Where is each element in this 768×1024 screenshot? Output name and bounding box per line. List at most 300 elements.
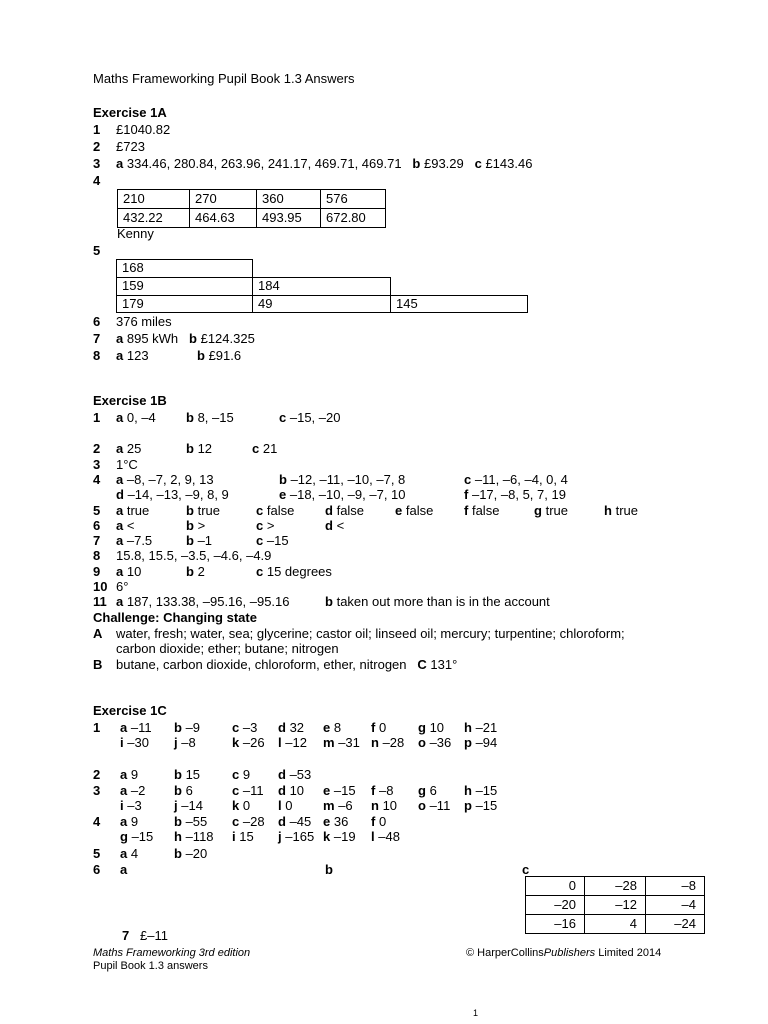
answer-text: 32 — [289, 720, 305, 735]
answer-text: –8 — [378, 783, 394, 798]
question-number: 5 — [93, 503, 101, 518]
footer-copyright — [466, 947, 661, 960]
answer-text: true — [615, 503, 638, 518]
answer-text: true — [545, 503, 568, 518]
table-cell: 576 — [321, 190, 386, 209]
question-number: 3 — [93, 783, 101, 798]
part-label: b — [325, 862, 333, 877]
exercise-1c-heading: Exercise 1C — [93, 703, 167, 718]
answer-text: 21 — [262, 441, 278, 456]
part-label: d — [278, 783, 286, 798]
page-title: Maths Frameworking Pupil Book 1.3 Answers — [93, 71, 355, 86]
answer-text: 376 miles — [116, 314, 172, 329]
answer-text: 9 — [242, 767, 251, 782]
answer-text: 8 — [333, 720, 342, 735]
box-cell: 168 — [116, 259, 253, 278]
question-number: 3 — [93, 156, 101, 171]
table-cell: 270 — [190, 190, 257, 209]
answer-text: –15, –20 — [289, 410, 341, 425]
copyright-text: Limited 2014 — [595, 947, 662, 959]
answer-part — [120, 767, 138, 783]
answer-text: false — [405, 503, 434, 518]
part-label: b — [174, 720, 182, 735]
part-label: a — [116, 564, 124, 579]
answer-text: 8, –15 — [197, 410, 234, 425]
answer-part — [464, 487, 566, 503]
part-label: g — [534, 503, 542, 518]
part-label: c — [232, 767, 240, 782]
part-label: l — [278, 735, 282, 750]
answer-part — [232, 783, 264, 799]
answer-text: 0, –4 — [126, 410, 156, 425]
answer-part — [116, 487, 229, 503]
part-label: g — [418, 720, 426, 735]
answer-text: 6° — [116, 579, 129, 594]
answer-text: false — [266, 503, 295, 518]
question-number: 5 — [93, 846, 101, 861]
answer-table-q4 — [117, 189, 386, 228]
answer-text: –30 — [127, 735, 149, 750]
answer-text: –19 — [333, 829, 356, 844]
answer-text: true — [126, 503, 150, 518]
answer-part — [418, 783, 437, 799]
answer-text: –31 — [338, 735, 360, 750]
answer-part — [116, 564, 141, 580]
footer-book: Pupil Book 1.3 answers — [93, 960, 208, 972]
answer-text: –20 — [185, 846, 208, 861]
part-label: j — [174, 798, 178, 813]
part-label: a — [116, 156, 124, 171]
part-label: a — [116, 594, 124, 609]
part-label: h — [464, 720, 472, 735]
part-label: a — [116, 348, 124, 363]
part-label: b — [325, 594, 333, 609]
table-cell: 360 — [257, 190, 321, 209]
part-label: d — [325, 518, 333, 533]
answer-text: –14, –13, –9, 8, 9 — [127, 487, 229, 502]
copyright-text: © HarperCollins — [466, 947, 544, 959]
part-label: k — [232, 798, 240, 813]
part-label: c — [522, 862, 530, 877]
answer-part — [464, 720, 497, 736]
part-label: e — [279, 487, 287, 502]
answer-text: 10 — [289, 783, 305, 798]
table-row — [526, 896, 705, 915]
part-label: a — [120, 720, 128, 735]
part-label: b — [279, 472, 287, 487]
answer-part — [174, 798, 203, 814]
part-label: a — [116, 331, 124, 346]
answer-text: 36 — [333, 814, 349, 829]
part-label: h — [174, 829, 182, 844]
question-number: 4 — [93, 814, 101, 829]
answer-text: –94 — [475, 735, 498, 750]
table-cell: –28 — [585, 877, 646, 896]
answer-part — [371, 814, 386, 830]
answer-text: –1 — [197, 533, 213, 548]
answer-text: –45 — [289, 814, 312, 829]
answer-text: –11 — [429, 798, 451, 813]
answer-part — [279, 472, 405, 488]
answer-part — [464, 735, 497, 751]
part-label: c — [256, 518, 264, 533]
answer-part — [174, 735, 196, 751]
copyright-italic: Publishers — [543, 947, 596, 959]
challenge-heading: Challenge: Changing state — [93, 610, 257, 625]
answer-text: –15 — [475, 783, 498, 798]
part-label: c — [232, 720, 240, 735]
question-number: 8 — [93, 548, 101, 563]
answer-text: > — [197, 518, 206, 533]
part-label: g — [418, 783, 426, 798]
box-cell: 145 — [390, 295, 528, 313]
answer-line — [116, 331, 255, 347]
question-number: 6 — [93, 518, 101, 533]
table-cell: 464.63 — [190, 209, 257, 228]
answer-text: £723 — [116, 139, 145, 154]
answer-part — [120, 846, 138, 862]
answer-part — [279, 410, 340, 426]
answer-part — [464, 472, 568, 488]
answer-text: –26 — [242, 735, 265, 750]
answer-part — [116, 472, 214, 488]
question-number: 2 — [93, 767, 101, 782]
answer-text: –28 — [382, 735, 405, 750]
answer-text: –53 — [289, 767, 312, 782]
part-label: d — [278, 720, 286, 735]
part-label: c — [256, 503, 264, 518]
answer-text: false — [471, 503, 500, 518]
answer-part — [116, 503, 149, 519]
answer-part — [232, 798, 250, 814]
part-label: b — [412, 156, 421, 171]
answer-text: 9 — [130, 767, 139, 782]
part-label: a — [116, 441, 124, 456]
answer-part — [464, 503, 499, 519]
answer-part — [120, 720, 152, 736]
answer-text: 334.46, 280.84, 263.96, 241.17, 469.71, 469.71 — [126, 156, 402, 171]
part-label: e — [323, 783, 331, 798]
question-number: 5 — [93, 243, 101, 258]
part-label: c — [252, 441, 260, 456]
answer-part — [186, 441, 212, 457]
answer-text: 131° — [430, 657, 458, 672]
part-label: a — [116, 472, 124, 487]
answer-part — [323, 829, 356, 845]
answer-text: 1°C — [116, 457, 138, 472]
answer-text: –36 — [429, 735, 452, 750]
part-label: a — [116, 503, 124, 518]
answer-text: –9 — [185, 720, 201, 735]
part-label: k — [232, 735, 240, 750]
answer-part — [323, 735, 360, 751]
part-label: a — [116, 533, 124, 548]
answer-text: taken out more than is in the account — [336, 594, 550, 609]
part-label: f — [464, 487, 469, 502]
answer-text: 15 — [185, 767, 201, 782]
answer-part — [256, 564, 332, 580]
part-label: c — [279, 410, 287, 425]
table-row — [118, 209, 386, 228]
part-label: b — [186, 533, 194, 548]
table-cell: 4 — [585, 915, 646, 934]
answer-text: 15 degrees — [266, 564, 332, 579]
answer-part — [534, 503, 568, 519]
table-cell: 672.80 — [321, 209, 386, 228]
answer-text: –17, –8, 5, 7, 19 — [471, 487, 566, 502]
part-label: j — [278, 829, 282, 844]
part-label: a — [120, 814, 128, 829]
answer-text: –28 — [242, 814, 265, 829]
part-label: m — [323, 735, 335, 750]
part-label: c — [256, 533, 264, 548]
answer-text: –7.5 — [126, 533, 153, 548]
answer-part — [232, 767, 250, 783]
part-label: g — [120, 829, 128, 844]
part-label: o — [418, 735, 426, 750]
question-number: 10 — [93, 579, 108, 594]
answer-part — [371, 735, 404, 751]
part-label: f — [464, 503, 469, 518]
answer-part — [256, 518, 274, 534]
question-number: 3 — [93, 457, 101, 472]
answer-part — [323, 798, 353, 814]
answer-part — [371, 783, 393, 799]
table-row — [526, 915, 705, 934]
table-cell: 0 — [526, 877, 585, 896]
answer-text: 187, 133.38, –95.16, –95.16 — [126, 594, 290, 609]
question-number: 6 — [93, 314, 101, 329]
answer-part — [604, 503, 638, 519]
part-label: p — [464, 798, 472, 813]
part-label: b — [197, 348, 205, 363]
part-label: b — [186, 410, 194, 425]
answer-part — [116, 594, 290, 610]
answer-text: –2 — [130, 783, 146, 798]
answer-text: –118 — [185, 829, 214, 844]
part-label: b — [174, 846, 182, 861]
table-row — [118, 190, 386, 209]
answer-text: 6 — [429, 783, 437, 798]
answer-text: –15 — [333, 783, 356, 798]
answer-text: 0 — [242, 798, 251, 813]
answer-text: £124.325 — [200, 331, 255, 346]
part-label: b — [174, 767, 182, 782]
answer-part — [464, 798, 497, 814]
part-label: d — [325, 503, 333, 518]
table-cell: –8 — [646, 877, 705, 896]
answer-part — [278, 767, 311, 783]
part-label: f — [371, 783, 376, 798]
part-label: b — [189, 331, 197, 346]
answer-text: 6 — [185, 783, 193, 798]
answer-text: £–11 — [140, 928, 168, 943]
part-label: l — [371, 829, 375, 844]
table-cell: 493.95 — [257, 209, 321, 228]
part-label: A — [93, 626, 103, 641]
answer-text: 15 — [239, 829, 254, 844]
answer-text: water, fresh; water, sea; glycerine; castor oil; linseed oil; mercury; turpentine; chloroform; — [116, 626, 625, 641]
part-label: b — [186, 441, 194, 456]
answer-part — [174, 846, 207, 862]
answer-part — [278, 735, 307, 751]
question-number: 7 — [93, 331, 101, 346]
answer-text: –11 — [242, 783, 264, 798]
answer-part — [278, 798, 292, 814]
part-label: m — [323, 798, 335, 813]
answer-part — [325, 594, 550, 610]
answer-text: –18, –10, –9, –7, 10 — [289, 487, 406, 502]
answer-line — [116, 348, 149, 364]
question-number: 1 — [93, 122, 101, 137]
question-number: 1 — [93, 720, 101, 735]
answer-text: 4 — [130, 846, 139, 861]
box-cell: 179 — [116, 295, 253, 313]
answer-part — [174, 829, 214, 845]
part-label: a — [120, 846, 128, 861]
part-label: b — [186, 564, 194, 579]
part-label: a — [120, 862, 128, 877]
answer-text: –12, –11, –10, –7, 8 — [290, 472, 406, 487]
answer-part — [120, 783, 145, 799]
part-label: b — [186, 518, 194, 533]
table-cell: –24 — [646, 915, 705, 934]
part-label: b — [174, 783, 182, 798]
question-number: 7 — [122, 928, 130, 943]
answer-part — [325, 518, 344, 534]
answer-part — [232, 720, 257, 736]
answer-text: –8, –7, 2, 9, 13 — [126, 472, 214, 487]
answer-part — [174, 814, 207, 830]
part-label: C — [417, 657, 427, 672]
answer-text: 10 — [429, 720, 445, 735]
answer-part — [174, 783, 193, 799]
answer-text: true — [197, 503, 220, 518]
answer-text: –14 — [181, 798, 203, 813]
answer-text: –55 — [185, 814, 208, 829]
question-number: 6 — [93, 862, 101, 877]
answer-text: < — [336, 518, 345, 533]
answer-text: –3 — [127, 798, 142, 813]
answer-text: 2 — [197, 564, 205, 579]
part-label: d — [278, 767, 286, 782]
answer-part — [418, 735, 451, 751]
answer-text: –11 — [130, 720, 152, 735]
answer-part — [279, 487, 406, 503]
answer-part — [232, 814, 265, 830]
answer-part — [120, 735, 149, 751]
answer-part — [278, 720, 304, 736]
answer-part — [323, 783, 356, 799]
part-label: a — [120, 767, 128, 782]
box-cell: 49 — [252, 295, 391, 313]
answer-line — [116, 657, 457, 673]
answer-text: > — [266, 518, 275, 533]
question-number: 7 — [93, 533, 101, 548]
table-cell: 210 — [118, 190, 190, 209]
part-label: e — [323, 814, 331, 829]
part-label: a — [116, 518, 124, 533]
answer-text: £93.29 — [423, 156, 464, 171]
box-cell: 184 — [252, 277, 391, 296]
answer-text: 10 — [382, 798, 398, 813]
answer-text: £91.6 — [208, 348, 242, 363]
box-cell: 159 — [116, 277, 253, 296]
part-label: c — [256, 564, 264, 579]
answer-part — [278, 814, 311, 830]
answer-part — [116, 533, 152, 549]
part-label: c — [474, 156, 482, 171]
answer-part — [186, 410, 234, 426]
part-label: i — [120, 735, 124, 750]
part-label: e — [323, 720, 331, 735]
answer-part — [232, 735, 265, 751]
part-label: b — [174, 814, 182, 829]
answer-part — [395, 503, 433, 519]
table-cell: –16 — [526, 915, 585, 934]
answer-text: 15.8, 15.5, –3.5, –4.6, –4.9 — [116, 548, 272, 563]
table-cell: –12 — [585, 896, 646, 915]
answer-text: –8 — [181, 735, 196, 750]
part-label: j — [174, 735, 178, 750]
answer-table-q6c — [525, 876, 705, 934]
answer-text: carbon dioxide; ether; butane; nitrogen — [116, 641, 339, 656]
part-label: B — [93, 657, 103, 672]
question-number: 2 — [93, 441, 101, 456]
part-label: b — [186, 503, 194, 518]
answer-part — [418, 798, 450, 814]
exercise-1b-heading: Exercise 1B — [93, 393, 167, 408]
answer-part — [371, 829, 400, 845]
answer-text: –3 — [242, 720, 258, 735]
part-label: k — [323, 829, 331, 844]
answer-text: 0 — [378, 814, 387, 829]
answer-text: –12 — [285, 735, 307, 750]
part-label: i — [232, 829, 236, 844]
answer-line — [197, 348, 241, 364]
answer-text: –6 — [338, 798, 353, 813]
part-label: o — [418, 798, 426, 813]
part-label: f — [371, 814, 376, 829]
answer-text: 895 kWh — [126, 331, 179, 346]
answer-text: £1040.82 — [116, 122, 171, 137]
answer-part — [256, 533, 289, 549]
question-number: 11 — [93, 594, 107, 609]
answer-text: –48 — [378, 829, 400, 844]
answer-line — [116, 156, 532, 172]
answer-part — [256, 503, 294, 519]
part-label: c — [232, 783, 240, 798]
part-label: f — [371, 720, 376, 735]
answer-text: < — [126, 518, 135, 533]
answer-part — [371, 720, 386, 736]
question-number: 9 — [93, 564, 101, 579]
question-number: 2 — [93, 139, 101, 154]
part-label: n — [371, 798, 379, 813]
answer-part — [116, 441, 141, 457]
part-label: i — [120, 798, 124, 813]
answer-part — [325, 503, 364, 519]
answer-part — [186, 503, 220, 519]
answer-part — [232, 829, 254, 845]
part-label: c — [232, 814, 240, 829]
question-number: 1 — [93, 410, 101, 425]
answer-part — [186, 533, 212, 549]
answer-text: –15 — [266, 533, 289, 548]
answer-part — [186, 564, 205, 580]
answer-part — [464, 783, 497, 799]
answer-text: false — [336, 503, 365, 518]
